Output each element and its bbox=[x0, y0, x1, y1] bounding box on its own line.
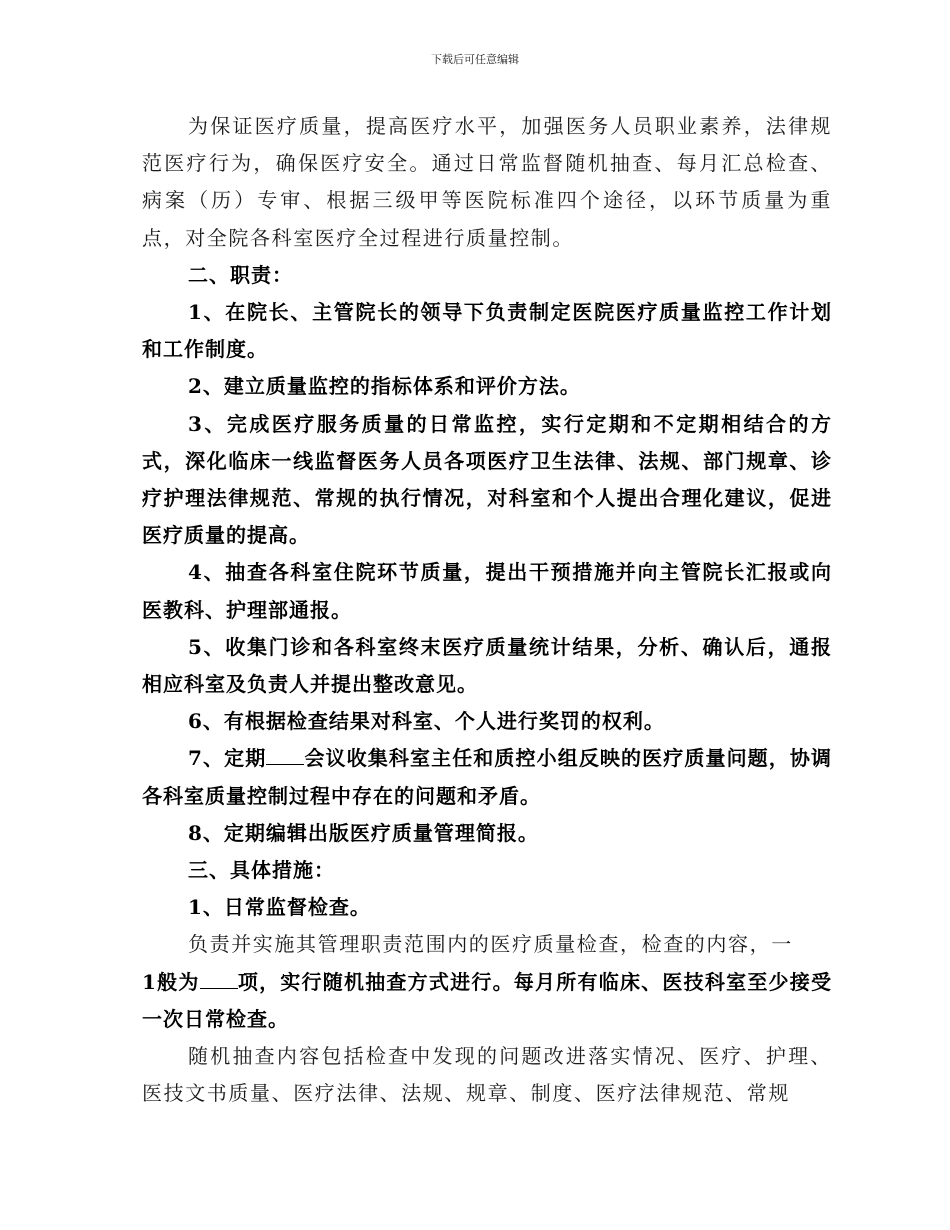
duty-7-rest: 会议收集科室主任和质控小组反映的医疗质量问题，协调各科室质量控制过程中存在的问题和矛盾。 bbox=[142, 746, 832, 808]
fill-in-blank bbox=[266, 744, 304, 765]
duty-7 bbox=[142, 740, 832, 814]
measure-1-text: 负责并实施其管理职责范围内的医疗质量检查，检查的内容，一 bbox=[188, 932, 793, 957]
section-3-heading: 三、具体措施： bbox=[188, 858, 335, 883]
page-header: 下载后可任意编辑 bbox=[431, 53, 519, 66]
duty-7-start: 7、定期 bbox=[188, 746, 267, 771]
measure-1-cont-start: 1般为 bbox=[142, 969, 200, 994]
intro-paragraph: 为保证医疗质量，提高医疗水平，加强医务人员职业素养，法律规范医疗行为，确保医疗安全。通过日常监督随机抽查、每月汇总检查、病案（历）专审、根据三级甲等医院标准四个途径，以环节质量为重点，对全院各科室医疗全过程进行质量控制。 bbox=[142, 114, 832, 250]
duty-4: 4、抽查各科室住院环节质量，提出干预措施并向主管院长汇报或向医教科、护理部通报。 bbox=[142, 560, 832, 622]
duty-8: 8、定期编辑出版医疗质量管理简报。 bbox=[188, 820, 539, 845]
measure-1-heading: 1、日常监督检查。 bbox=[188, 895, 371, 920]
duty-6: 6、有根据检查结果对科室、个人进行奖罚的权利。 bbox=[188, 709, 665, 734]
fill-in-blank bbox=[200, 968, 238, 989]
duty-5: 5、收集门诊和各科室终末医疗质量统计结果，分析、确认后，通报相应科室及负责人并提出整改意见。 bbox=[142, 634, 832, 697]
measure-1-continuation bbox=[142, 964, 832, 1038]
duty-1: 1、在院长、主管院长的领导下负责制定医院医疗质量监控工作计划和工作制度。 bbox=[142, 300, 832, 362]
measure-1-cont-rest: 项，实行随机抽查方式进行。每月所有临床、医技科室至少接受一次日常检查。 bbox=[142, 969, 833, 1031]
random-check-paragraph: 随机抽查内容包括检查中发现的问题改进落实情况、医疗、护理、医技文书质量、医疗法律、法规、规章、制度、医疗法律规范、常规 bbox=[142, 1044, 832, 1106]
duty-2: 2、建立质量监控的指标体系和评价方法。 bbox=[188, 374, 581, 399]
duty-3: 3、完成医疗服务质量的日常监控，实行定期和不定期相结合的方式，深化临床一线监督医务人员各项医疗卫生法律、法规、部门规章、诊疗护理法律规范、常规的执行情况，对科室和个人提出合理化建议，促进医疗质量的提高。 bbox=[142, 411, 832, 548]
section-2-heading: 二、职责： bbox=[188, 262, 293, 287]
document-body bbox=[142, 108, 832, 1112]
